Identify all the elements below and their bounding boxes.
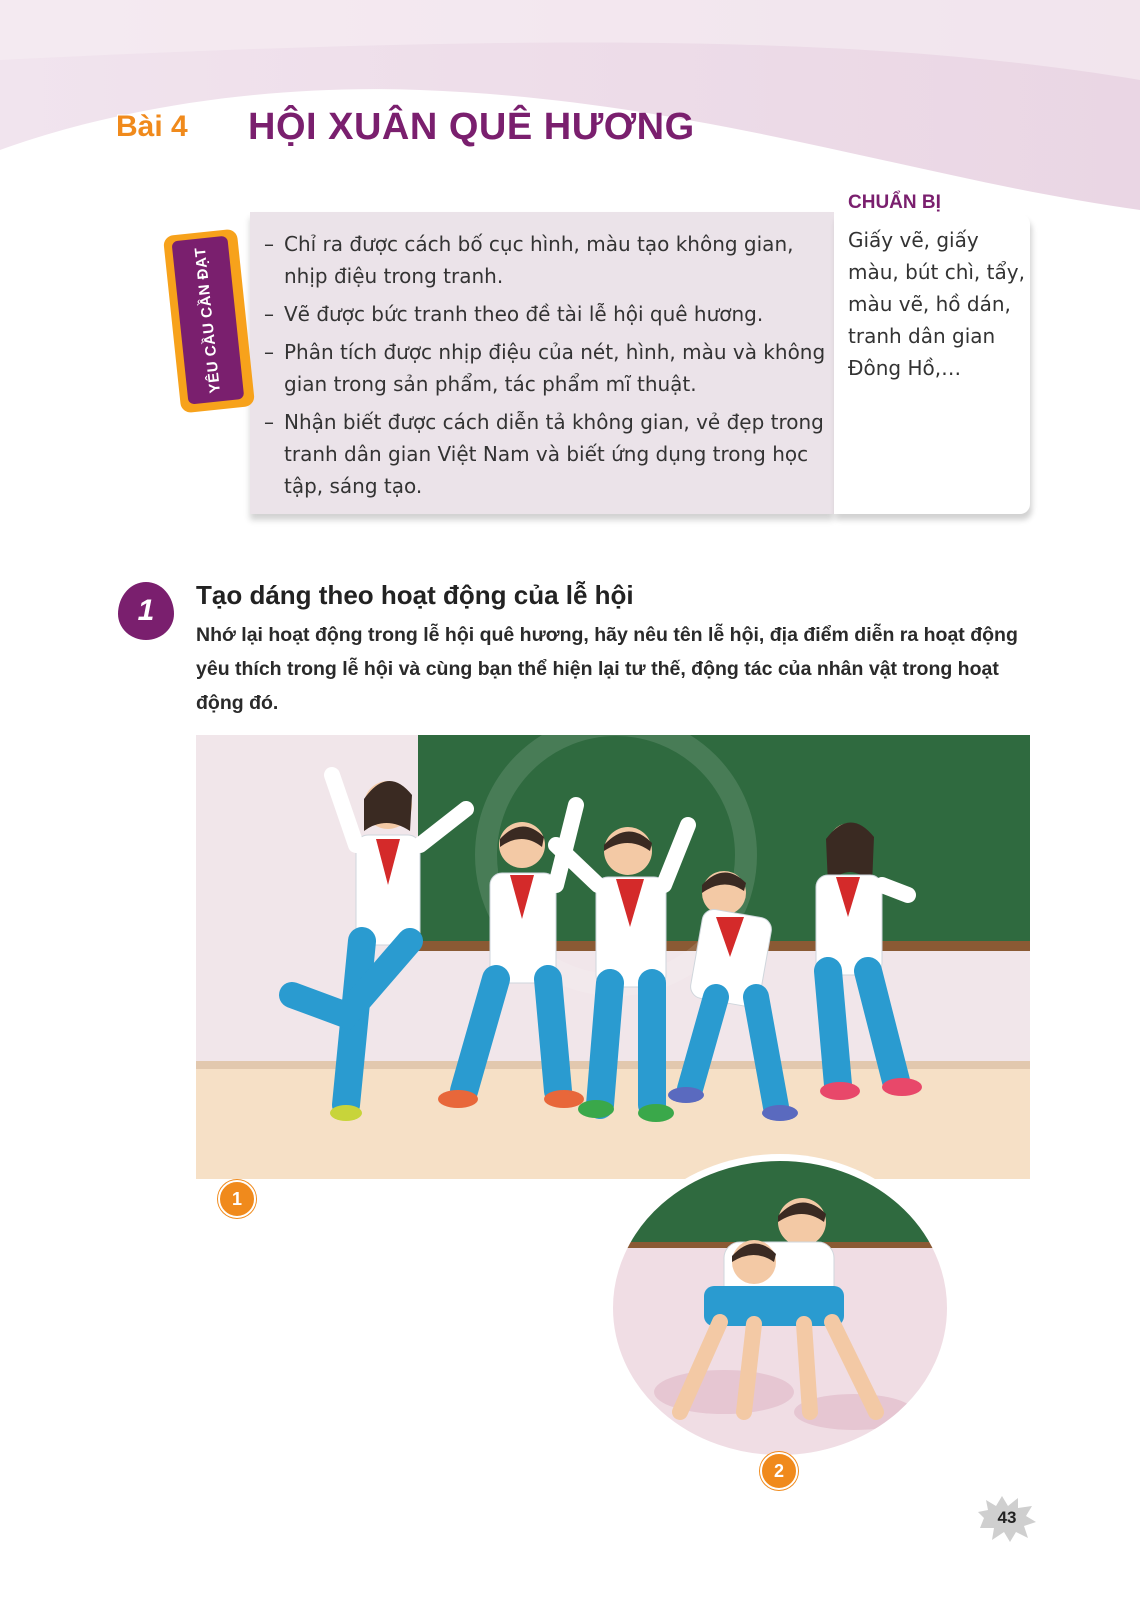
activity-number-badge: 1 xyxy=(118,582,174,640)
figure-label-2: 2 xyxy=(760,1452,798,1490)
requirements-list xyxy=(250,212,834,502)
preparation-box xyxy=(834,214,1030,514)
preparation-text: Giấy vẽ, giấy màu, bút chì, tẩy, màu vẽ, hồ dán, tranh dân gian Đông Hồ,… xyxy=(848,228,1025,380)
figure-label-1: 1 xyxy=(218,1180,256,1218)
wrestling-illustration xyxy=(604,1152,956,1464)
requirement-item: – Chỉ ra được cách bố cục hình, màu tạo không gian, nhịp điệu trong tranh. xyxy=(264,232,794,288)
preparation-title: CHUẨN BỊ xyxy=(848,192,941,213)
requirements-tab-label: YÊU CẦU CẦN ĐẠT xyxy=(191,246,225,394)
requirement-item: – Phân tích được nhịp điệu của nét, hình, màu và không gian trong sản phẩm, tác phẩm mĩ thuật. xyxy=(264,340,826,396)
activity-description: Nhớ lại hoạt động trong lễ hội quê hương, hãy nêu tên lễ hội, địa điểm diễn ra hoạt động yêu thích trong lễ hội và cùng bạn thể hiện lại tư thế, động tác của nhân vật trong hoạt động đó. xyxy=(196,624,1018,714)
activity-title: Tạo dáng theo hoạt động của lễ hội xyxy=(196,580,634,610)
requirements-box xyxy=(250,212,834,514)
lesson-number: Bài 4 xyxy=(116,110,188,143)
page-number: 43 xyxy=(997,1508,1017,1527)
page-number-badge xyxy=(974,1492,1040,1544)
requirement-item: – Nhận biết được cách diễn tả không gian, vẻ đẹp trong tranh dân gian Việt Nam và biết ứng dụng trong học tập, sáng tạo. xyxy=(264,410,824,498)
classroom-dance-illustration xyxy=(196,735,1030,1179)
lesson-title: HỘI XUÂN QUÊ HƯƠNG xyxy=(248,106,695,148)
requirement-item: – Vẽ được bức tranh theo đề tài lễ hội quê hương. xyxy=(264,302,764,326)
